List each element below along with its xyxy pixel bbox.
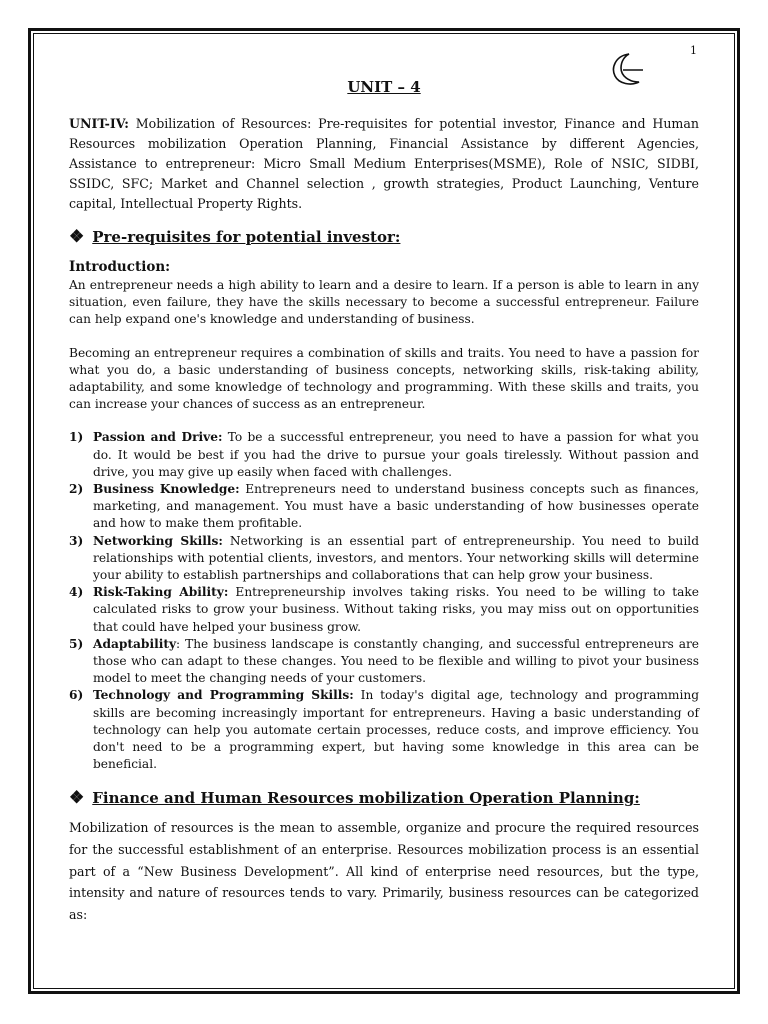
list-item-number: 2) xyxy=(69,482,84,497)
list-item-text: Entrepreneurs need to understand business concepts such as finances, marketing, and management. You must have a basic understanding of how businesses operate and how to make them profitable. xyxy=(93,482,699,531)
mobilization-paragraph: Mobilization of resources is the mean to assemble, organize and procure the required resources for the successful establishment of an enterprise. Resources mobilization process is an essential part of a “New Business Development”. All kind of enterprise need resources, but the type, intensity and nature of resources tends to vary. Primarily, business resources can be categorized as: xyxy=(69,820,699,922)
list-item-title: Risk-Taking Ability: xyxy=(93,585,229,600)
syllabus-label: UNIT-IV: xyxy=(69,116,129,131)
page-number: 1 xyxy=(690,44,697,57)
list-item-title: Passion and Drive: xyxy=(93,430,223,445)
list-item-title: Business Knowledge: xyxy=(93,482,240,497)
list-item-text: In today's digital age, technology and programming skills are becoming increasingly important for entrepreneurs. Having a basic understanding of technology can help you automate certain processes, reduce costs, and improve efficiency. You don't need to be a programming expert, but having some knowledge in this area can be beneficial. xyxy=(93,688,700,772)
list-item-text: : The business landscape is constantly changing, and successful entrepreneurs are those who can adapt to these changes. You need to be flexible and willing to pivot your business model to meet the changing needs of your customers. xyxy=(93,636,699,686)
document-body xyxy=(69,114,699,925)
unit-title: UNIT – 4 xyxy=(347,78,421,96)
section-heading-text: Pre-requisites for potential investor: xyxy=(92,228,401,246)
skills-list xyxy=(69,429,699,773)
list-item-number: 5) xyxy=(69,636,84,651)
list-item xyxy=(69,687,699,773)
list-item-number: 1) xyxy=(69,430,84,445)
introduction-heading: Introduction: xyxy=(69,259,171,275)
list-item-title: Networking Skills: xyxy=(93,533,223,548)
section-heading-finance-hr xyxy=(69,787,699,809)
list-item-number: 6) xyxy=(69,688,84,703)
diamond-bullet-icon: ❖ xyxy=(69,227,85,247)
section-heading-prerequisites xyxy=(69,226,699,248)
intro-paragraph-2: Becoming an entrepreneur requires a combination of skills and traits. You need to have a passion for what you do, a basic understanding of business concepts, networking skills, risk-taking ability, adaptability, and some knowledge of technology and programming. With these skills and traits, you can increase your chances of success as an entrepreneur. xyxy=(69,345,699,412)
syllabus-paragraph xyxy=(69,114,699,214)
list-item xyxy=(69,584,699,636)
list-item-text: To be a successful entrepreneur, you need to have a passion for what you do. It would be best if you had the drive to pursue your goals tirelessly. Without passion and drive, you may give up easily when faced with challenges. xyxy=(93,430,699,479)
intro-paragraph-1: An entrepreneur needs a high ability to learn and a desire to learn. If a person is able to learn in any situation, even failure, they have the skills necessary to become a successful entrepreneur. Failure can help expand one's knowledge and understanding of business. xyxy=(69,278,699,327)
list-item-text: Entrepreneurship involves taking risks. You need to be willing to take calculated risks to grow your business. Without taking risks, you may miss out on opportunities that could have helped your business grow. xyxy=(93,585,700,634)
list-item xyxy=(69,429,699,481)
list-item-number: 3) xyxy=(69,533,84,548)
syllabus-text: Mobilization of Resources: Pre-requisites for potential investor, Finance and Human Resources mobilization Operation Planning, Financial Assistance by different Agencies, Assistance to entrepreneur: Micro Small Medium Enterprises(MSME), Role of NSIC, SIDBI, SSIDC, SFC; Market and Channel selection , growth strategies, Product Launching, Venture capital, Intellectual Property Rights. xyxy=(69,116,699,211)
list-item-text: Networking is an essential part of entrepreneurship. You need to build relationships with potential clients, investors, and mentors. Your networking skills will determine your ability to establish partnerships and collaborations that can help grow your business. xyxy=(93,533,699,583)
list-item xyxy=(69,636,699,688)
list-item-number: 4) xyxy=(69,585,84,600)
list-item xyxy=(69,481,699,533)
list-item xyxy=(69,533,699,585)
list-item-title: Technology and Programming Skills: xyxy=(93,688,354,703)
list-item-title: Adaptability xyxy=(93,636,177,651)
diamond-bullet-icon: ❖ xyxy=(69,788,85,809)
paragraph-gap xyxy=(69,329,699,345)
section-heading-text: Finance and Human Resources mobilization Operation Planning: xyxy=(92,789,640,808)
